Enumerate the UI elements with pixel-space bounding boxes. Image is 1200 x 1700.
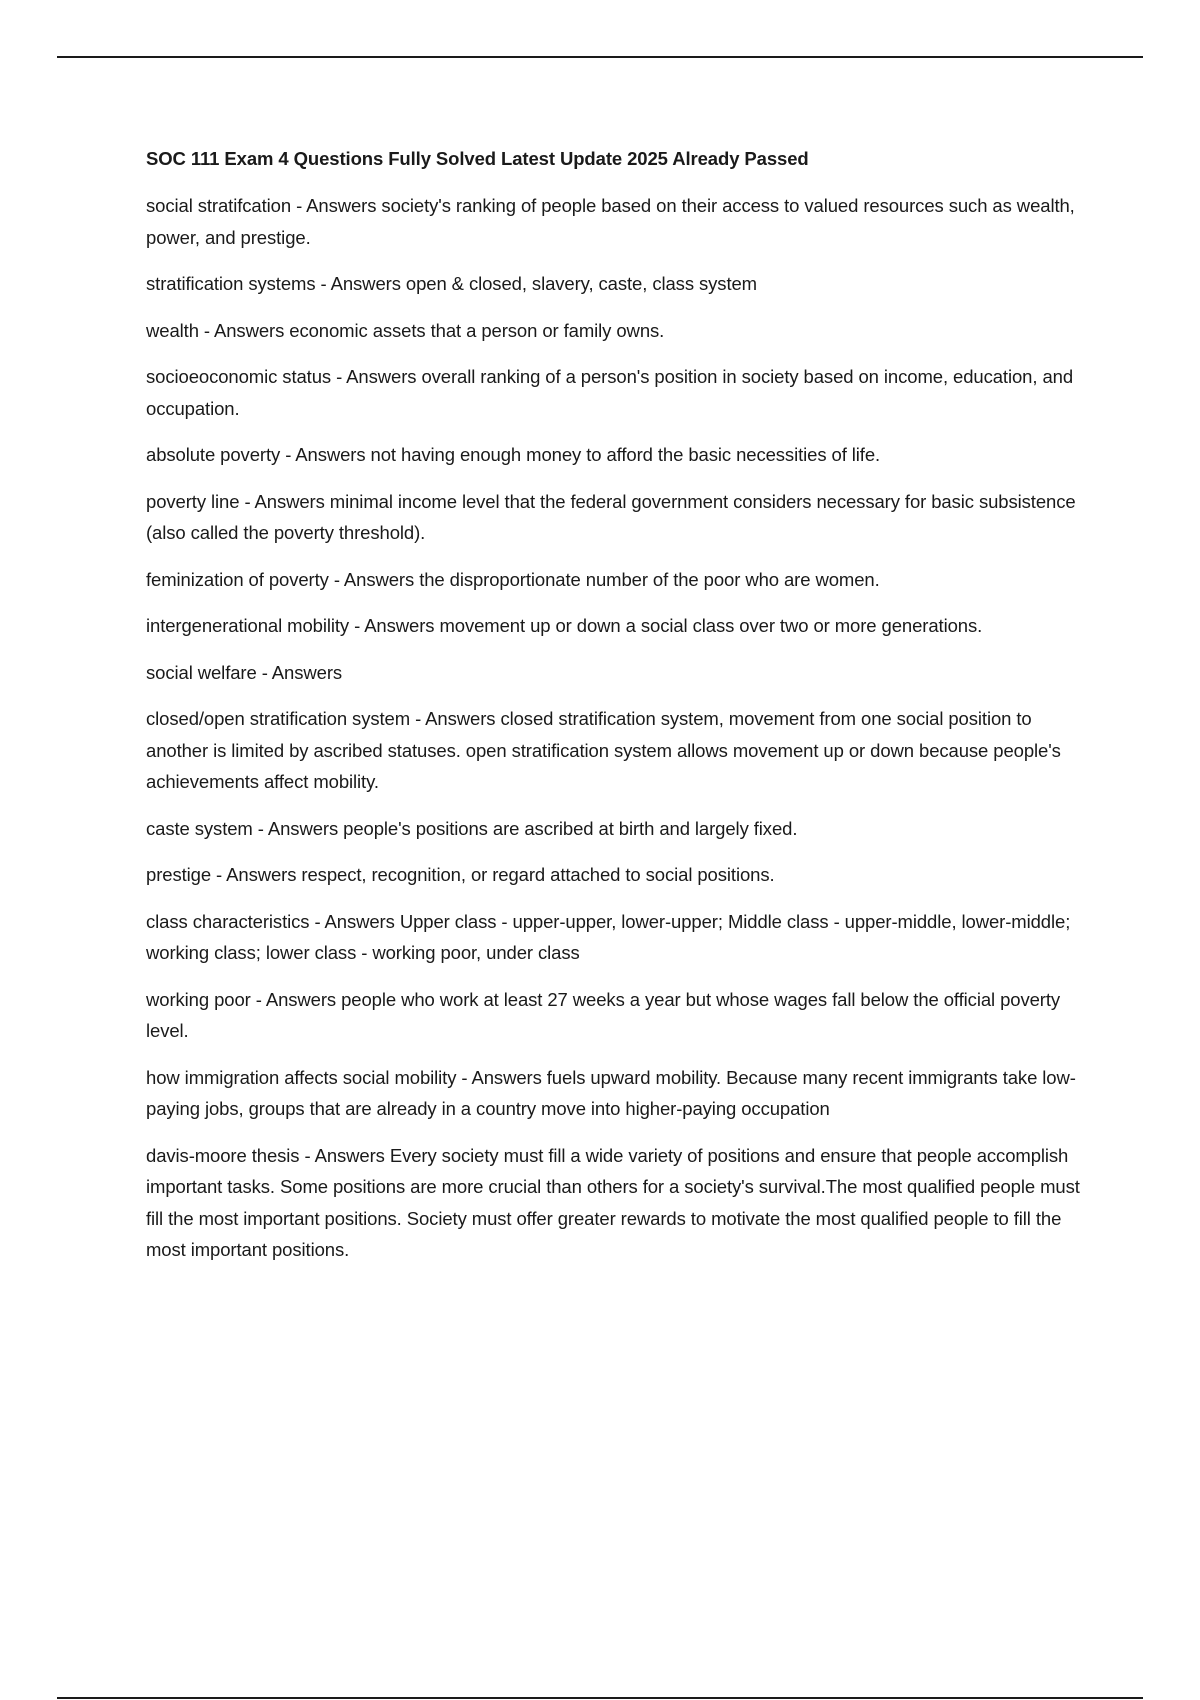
entry-absolute-poverty: absolute poverty - Answers not having enough money to afford the basic necessities of life. bbox=[146, 444, 881, 465]
bottom-divider bbox=[57, 1697, 1143, 1699]
entry-social-welfare: social welfare - Answers bbox=[146, 661, 343, 683]
entry-poverty-line: poverty line - Answers minimal income level that the federal government considers necessary for basic subsistence (also called the poverty threshold). bbox=[146, 490, 1076, 543]
document-title: SOC 111 Exam 4 Questions Fully Solved Latest Update 2025 Already Passed bbox=[146, 148, 809, 169]
entry-davis-moore-thesis: davis-moore thesis - Answers Every society must fill a wide variety of positions and ensure that people accomplish important tasks. Some positions are more crucial than others for a society's survival.The most qualified people must fill the most important positions. Society must offer greater rewards to motivate the most qualified people to fill the most important positions. bbox=[146, 1144, 1080, 1260]
entry-immigration-social-mobility: how immigration affects social mobility - Answers fuels upward mobility. Because many recent immigrants take low-paying jobs, groups that are already in a country move into higher-paying occupation bbox=[146, 1066, 1076, 1119]
entry-socioeconomic-status: socioeoconomic status - Answers overall ranking of a person's position in society based on income, education, and occupation. bbox=[146, 366, 1074, 419]
top-divider bbox=[57, 56, 1143, 58]
entry-class-characteristics: class characteristics - Answers Upper class - upper-upper, lower-upper; Middle class - upper-middle, lower-middle; working class; lower class - working poor, under class bbox=[146, 910, 1071, 963]
entry-social-stratification: social stratifcation - Answers society's ranking of people based on their access to valued resources such as wealth, power, and prestige. bbox=[146, 195, 1075, 248]
document-body bbox=[146, 146, 1086, 1281]
entry-working-poor: working poor - Answers people who work at least 27 weeks a year but whose wages fall below the official poverty level. bbox=[146, 988, 1061, 1041]
entry-closed-open-stratification: closed/open stratification system - Answers closed stratification system, movement from one social position to another is limited by ascribed statuses. open stratification system allows movement up or down because people's achievements affect mobility. bbox=[146, 708, 1061, 792]
entry-prestige: prestige - Answers respect, recognition, or regard attached to social positions. bbox=[146, 864, 775, 885]
entry-intergenerational-mobility: intergenerational mobility - Answers movement up or down a social class over two or more generations. bbox=[146, 615, 983, 636]
entry-feminization-of-poverty: feminization of poverty - Answers the disproportionate number of the poor who are women. bbox=[146, 568, 880, 590]
entry-list bbox=[146, 190, 1086, 1266]
entry-stratification-systems: stratification systems - Answers open & closed, slavery, caste, class system bbox=[146, 273, 757, 294]
entry-caste-system: caste system - Answers people's positions are ascribed at birth and largely fixed. bbox=[146, 817, 798, 839]
entry-wealth: wealth - Answers economic assets that a person or family owns. bbox=[146, 319, 665, 341]
